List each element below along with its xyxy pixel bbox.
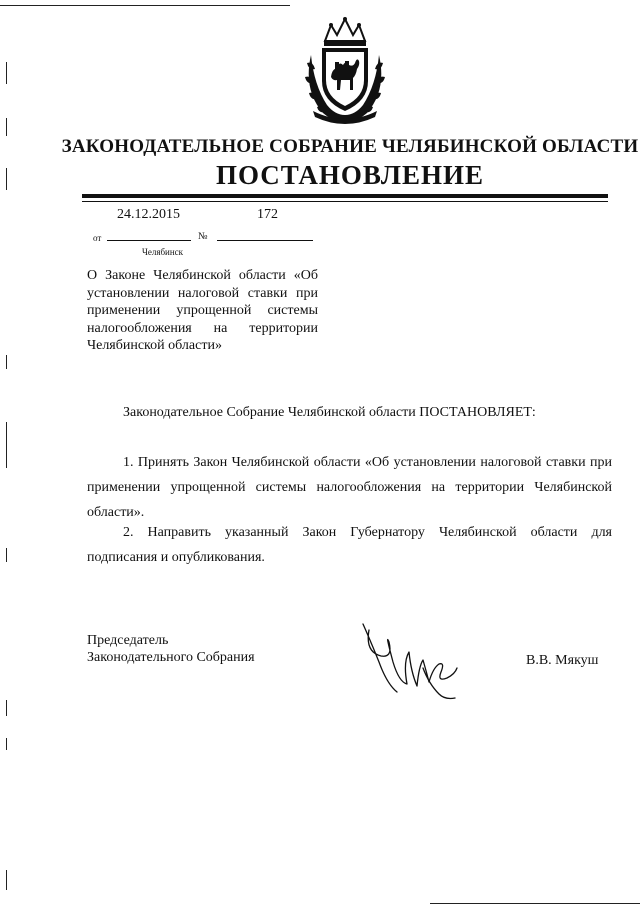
document-type-title: ПОСТАНОВЛЕНИЕ (215, 160, 485, 190)
organization-title: ЗАКОНОДАТЕЛЬНОЕ СОБРАНИЕ ЧЕЛЯБИНСКОЙ ОБЛАСТИ (61, 136, 639, 157)
scan-edge-left (6, 548, 7, 562)
resolution-item-1: 1. Принять Закон Челябинской области «Об установлении налоговой ставки при применении упрощенной системы налогообложения на территории Челябинской области». (87, 455, 612, 520)
header-rule-thick (82, 194, 608, 198)
scan-edge-bottom (430, 903, 640, 904)
signatory-name: В.В. Мякуш (526, 653, 599, 668)
scan-edge-left (6, 62, 7, 84)
date-prefix-label: от (93, 233, 102, 243)
scan-edge-left (6, 700, 7, 716)
number-prefix-label: № (198, 231, 208, 242)
document-city: Челябинск (142, 247, 184, 257)
scan-edge-left (6, 355, 7, 369)
scan-edge-left (6, 870, 7, 890)
document-date: 24.12.2015 (117, 207, 180, 222)
number-underline (217, 240, 313, 241)
document-number: 172 (257, 207, 278, 222)
preamble: Законодательное Собрание Челябинской области ПОСТАНОВЛЯЕТ: (123, 405, 536, 420)
signatory-title (87, 632, 255, 666)
resolution-item-2: 2. Направить указанный Закон Губернатору Челябинской области для подписания и опубликования. (87, 525, 612, 565)
scan-edge-left (6, 738, 7, 750)
handwritten-signature-icon (357, 622, 467, 702)
coat-of-arms-icon (301, 15, 389, 125)
scan-edge-left (6, 118, 7, 136)
document-subject: О Законе Челябинской области «Об установлении налоговой ставки при применении упрощенной системы налогообложения на территории Челябинской области» (87, 268, 318, 353)
signatory-title-line-2: Законодательного Собрания (87, 650, 255, 665)
header-rule-thin (82, 201, 608, 202)
scan-edge-left (6, 422, 7, 468)
scan-edge-top (0, 5, 290, 6)
date-underline (107, 240, 191, 241)
signatory-title-line-1: Председатель (87, 633, 169, 648)
